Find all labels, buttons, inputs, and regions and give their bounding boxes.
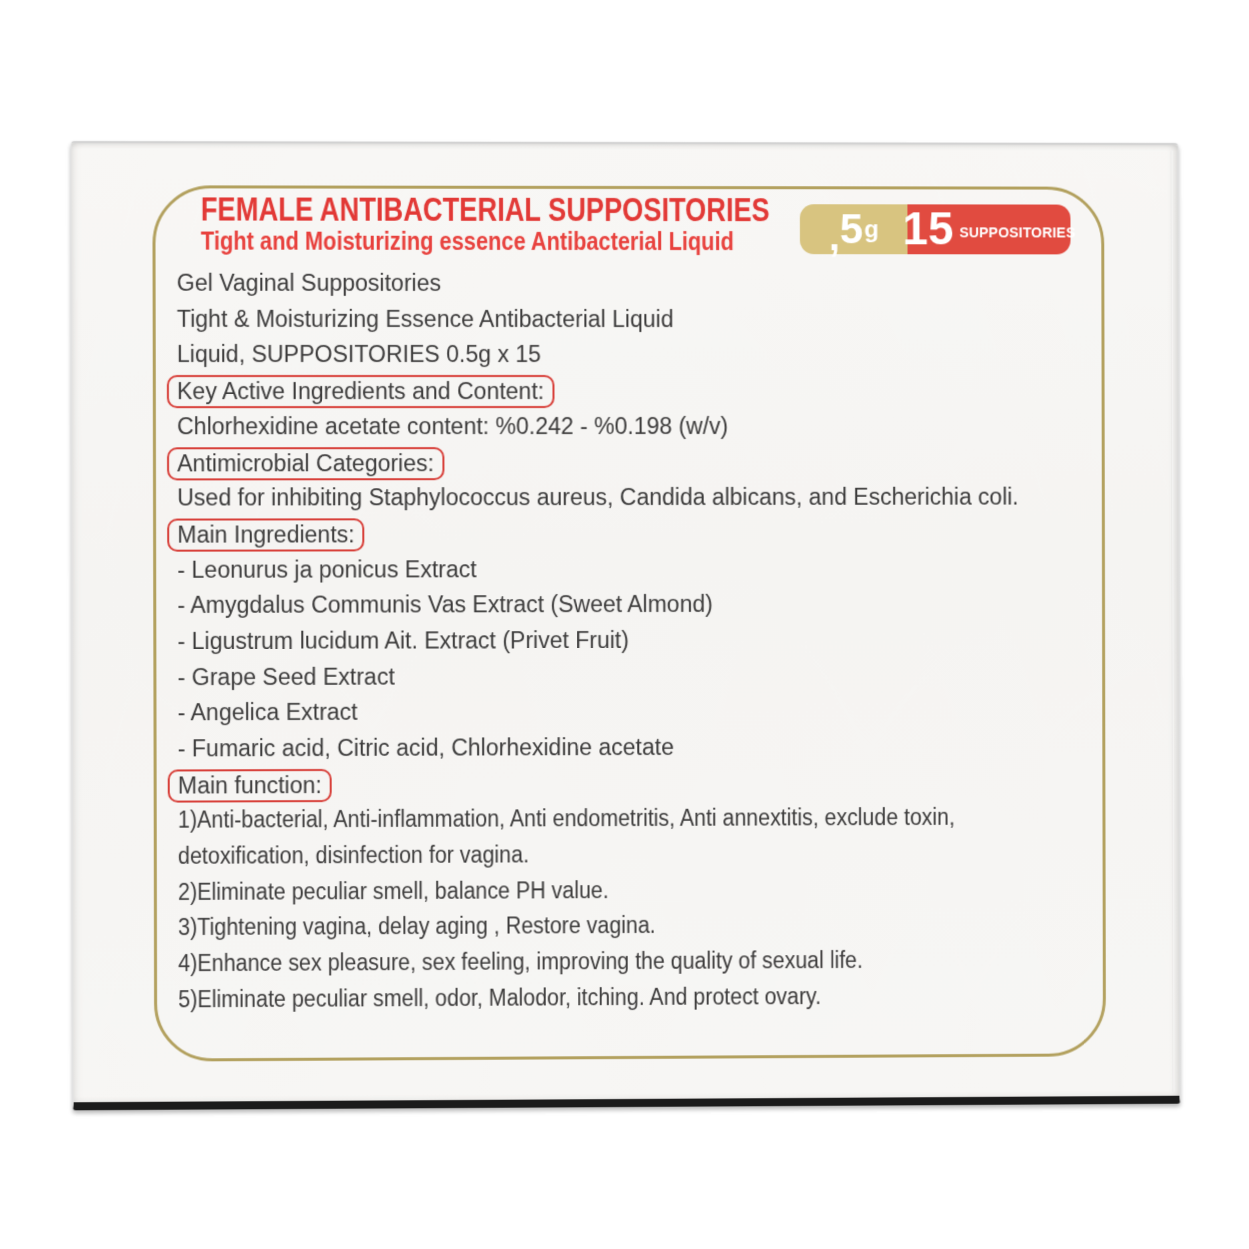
- panel-body-text: [177, 266, 1108, 1018]
- ingredient-item: - Angelica Extract: [177, 698, 358, 726]
- ingredient-item: - Grape Seed Extract: [177, 663, 395, 690]
- weight-badge: [800, 204, 908, 260]
- body-line: Liquid, SUPPOSITORIES 0.5g x 15: [176, 341, 542, 368]
- section-label-antimicrobial-categories: Antimicrobial Categories:: [167, 447, 444, 480]
- section-label-key-active-ingredients: Key Active Ingredients and Content:: [167, 375, 554, 408]
- weight-badge-comma: ,: [828, 215, 840, 260]
- section-label-main-function: Main function:: [168, 769, 332, 803]
- body-line: Chlorhexidine acetate content: %0.242 - %0.198 (w/v): [177, 412, 729, 440]
- badge-group: [800, 202, 1076, 260]
- ingredient-item: - Amygdalus Communis Vas Extract (Sweet Almond): [177, 591, 713, 619]
- product-subtitle: Tight and Moisturizing essence Antibacterial Liquid: [200, 227, 734, 257]
- section-label-row: [177, 444, 1107, 480]
- weight-badge-unit: g: [864, 216, 879, 244]
- function-item: detoxification, disinfection for vagina.: [177, 841, 530, 869]
- function-item: 4)Enhance sex pleasure, sex feeling, improving the quality of sexual life.: [178, 946, 863, 977]
- body-line: Tight & Moisturizing Essence Antibacterial Liquid: [176, 305, 674, 332]
- product-box-back-panel: [71, 141, 1181, 1110]
- product-title: FEMALE ANTIBACTERIAL SUPPOSITORIES: [200, 190, 770, 230]
- section-label-row: [177, 515, 1107, 552]
- function-item: 5)Eliminate peculiar smell, odor, Malodor, itching. And protect ovary.: [178, 982, 822, 1013]
- count-badge-label: SUPPOSITORIES: [959, 224, 1076, 241]
- body-line: Gel Vaginal Suppositories: [176, 269, 442, 296]
- body-line: Used for inhibiting Staphylococcus aureus, Candida albicans, and Escherichia coli.: [177, 483, 1019, 511]
- ingredient-item: - Fumaric acid, Citric acid, Chlorhexidine acetate: [177, 733, 674, 762]
- section-label-row: [177, 373, 1107, 409]
- function-item: 2)Eliminate peculiar smell, balance PH value.: [178, 876, 609, 905]
- count-badge-number: 15: [902, 202, 954, 255]
- weight-badge-number: 5: [839, 205, 864, 253]
- function-item: 1)Anti-bacterial, Anti-inflammation, Anti endometritis, Anti annextitis, exclude toxin,: [177, 804, 955, 834]
- section-label-row: [178, 764, 1108, 803]
- section-label-main-ingredients: Main Ingredients:: [167, 519, 365, 552]
- ingredient-item: - Ligustrum lucidum Ait. Extract (Privet Fruit): [177, 626, 629, 654]
- count-badge: [902, 202, 1076, 255]
- ingredient-item: - Leonurus ja ponicus Extract: [177, 555, 477, 583]
- function-item: 3)Tightening vagina, delay aging , Restore vagina.: [178, 912, 656, 941]
